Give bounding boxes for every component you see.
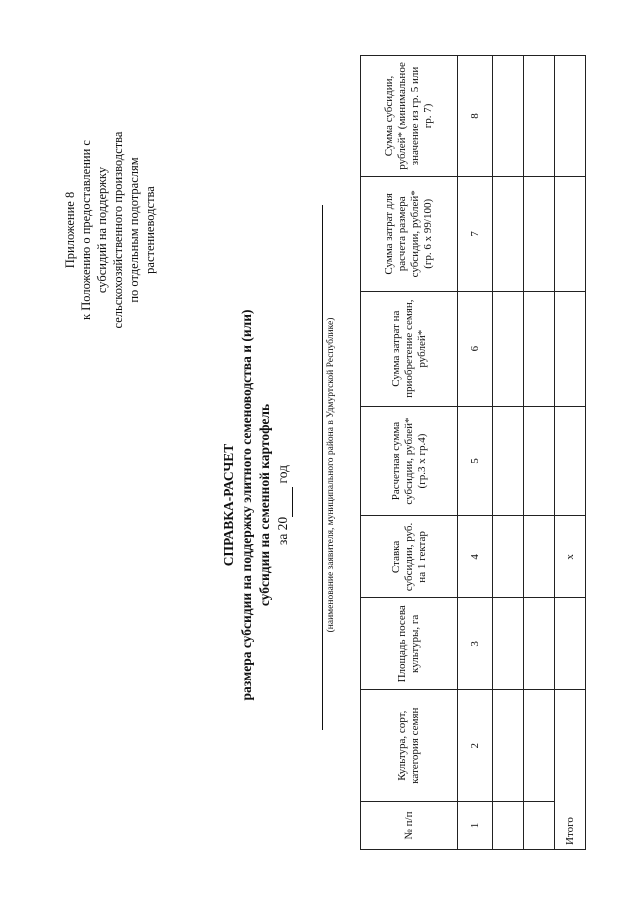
table-cell[interactable] <box>493 176 524 291</box>
total-row <box>555 56 586 850</box>
table-cell[interactable] <box>493 406 524 516</box>
title-line: размера субсидии на поддержку элитного семеноводства и (или) <box>239 309 254 701</box>
table-cell[interactable] <box>555 176 586 291</box>
year-suffix: год <box>275 465 290 484</box>
applicant-caption: (наименование заявителя, муниципального района в Удмуртской Республике) <box>326 317 336 633</box>
header-cell: Сумма затрат на приобретение семян, рублей* <box>361 291 458 406</box>
column-number: 2 <box>458 690 493 802</box>
calculation-table <box>360 55 586 850</box>
year-line <box>274 245 293 765</box>
table-cell[interactable] <box>524 176 555 291</box>
appendix-line: к Положению о предоставлении с <box>79 140 93 320</box>
appendix-line: субсидий на поддержку <box>95 166 109 294</box>
table-cell[interactable] <box>555 598 586 690</box>
title-line: субсидии на семенной картофель <box>257 403 272 607</box>
applicant-name-line[interactable] <box>322 205 323 730</box>
total-label: Итого <box>555 690 586 850</box>
header-cell: Площадь посева культуры, га <box>361 598 458 690</box>
column-number: 5 <box>458 406 493 516</box>
title-heading: СПРАВКА-РАСЧЕТ <box>221 443 236 567</box>
table-cell[interactable] <box>493 598 524 690</box>
appendix-line: Приложение 8 <box>63 191 77 269</box>
table-cell[interactable] <box>493 516 524 598</box>
header-row <box>361 56 458 850</box>
table-cell[interactable] <box>555 56 586 177</box>
table-cell[interactable] <box>493 802 524 850</box>
header-cell: Сумма затрат для расчета размера субсидии, рублей* (гр. 6 х 99/100) <box>361 176 458 291</box>
column-number: 7 <box>458 176 493 291</box>
table-cell[interactable] <box>555 291 586 406</box>
header-cell: Культура, сорт, категория семян <box>361 690 458 802</box>
year-prefix: за 20 <box>275 516 290 546</box>
document-title <box>220 245 293 765</box>
column-number: 4 <box>458 516 493 598</box>
column-number: 1 <box>458 802 493 850</box>
header-cell: № п/п <box>361 802 458 850</box>
table-row <box>493 56 524 850</box>
total-rate: x <box>555 516 586 598</box>
header-cell: Ставка субсидии, руб. на 1 гектар <box>361 516 458 598</box>
table-cell[interactable] <box>493 690 524 802</box>
column-number: 3 <box>458 598 493 690</box>
header-cell: Расчетная сумма субсидии, рублей* (гр.3 х гр.4) <box>361 406 458 516</box>
appendix-line: сельскохозяйственного производства <box>111 131 125 329</box>
table-cell[interactable] <box>524 690 555 802</box>
column-number-row <box>458 56 493 850</box>
table-cell[interactable] <box>524 56 555 177</box>
table-cell[interactable] <box>524 516 555 598</box>
appendix-line: растениеводства <box>143 186 157 274</box>
header-cell: Сумма субсидии, рублей* (минимальное значение из гр. 5 или гр. 7) <box>361 56 458 177</box>
column-number: 6 <box>458 291 493 406</box>
year-blank[interactable] <box>274 487 293 517</box>
table-cell[interactable] <box>524 406 555 516</box>
table-cell[interactable] <box>524 598 555 690</box>
table-cell[interactable] <box>555 406 586 516</box>
table-row <box>524 56 555 850</box>
table-cell[interactable] <box>524 291 555 406</box>
column-number: 8 <box>458 56 493 177</box>
table-cell[interactable] <box>493 291 524 406</box>
appendix-line: по отдельным подотраслям <box>127 157 141 303</box>
table-cell[interactable] <box>524 802 555 850</box>
appendix-note <box>62 110 158 350</box>
table-cell[interactable] <box>493 56 524 177</box>
